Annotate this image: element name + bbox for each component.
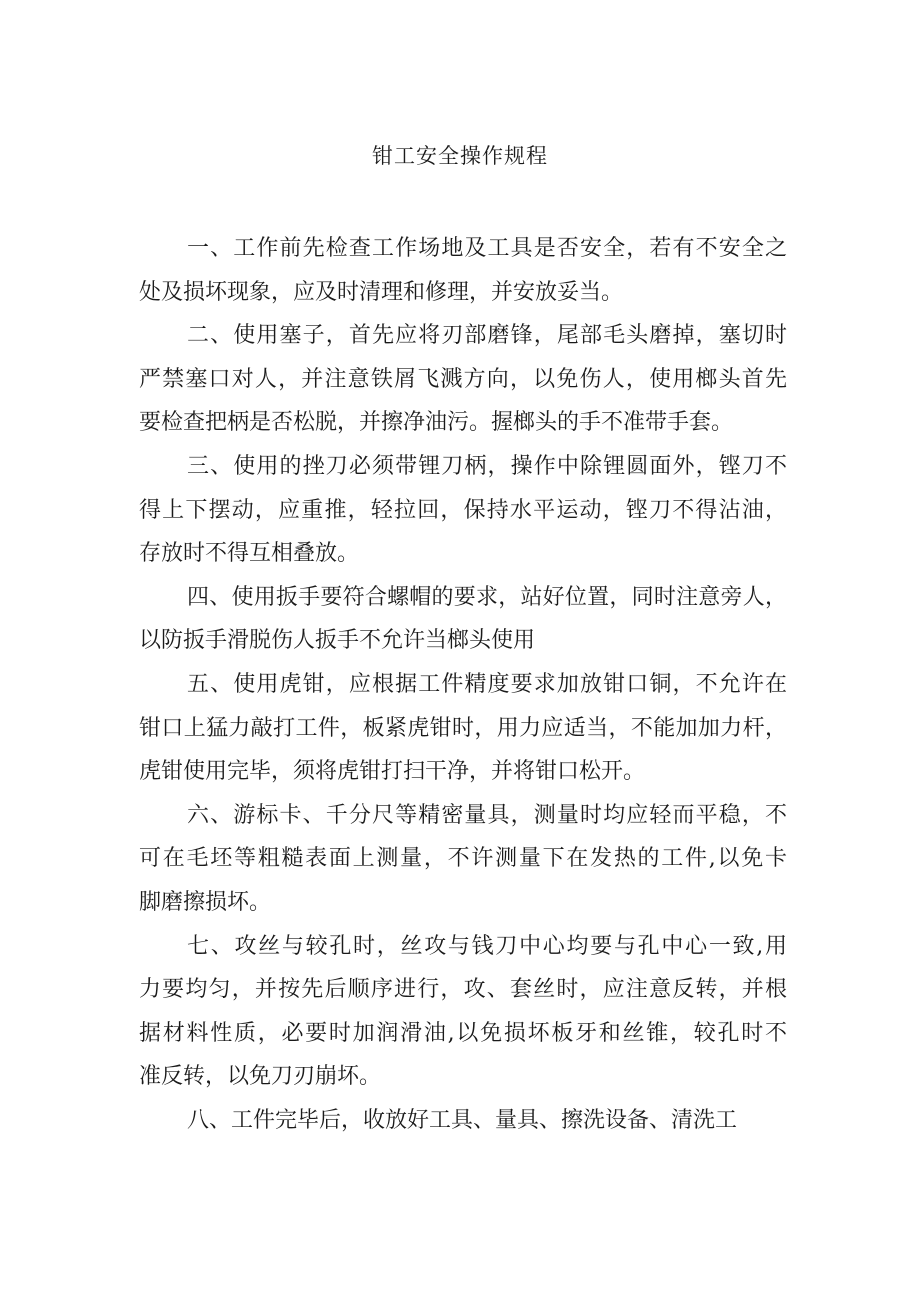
- paragraph-line: 力要均匀，并按先后顺序进行，攻、套丝时，应注意反转，并根: [139, 977, 787, 1003]
- paragraph-line: 得上下摆动，应重推，轻拉回，保持水平运动，铿刀不得沾油，: [139, 497, 787, 523]
- paragraph-5: [139, 663, 787, 794]
- paragraph-line: 二、使用塞子，首先应将刃部磨锋，尾部毛头磨掉，塞切时: [187, 323, 787, 349]
- paragraph-8: [139, 1099, 787, 1143]
- paragraph-line: 脚磨擦损坏。: [139, 889, 272, 915]
- paragraph-1: [139, 227, 787, 314]
- paragraph-7: [139, 925, 787, 1099]
- paragraph-line: 八、工件完毕后，收放好工具、量具、擦洗设备、清洗工: [187, 1107, 738, 1133]
- paragraph-line: 严禁塞口对人，并注意铁屑飞溅方向，以免伤人，使用榔头首先: [139, 366, 787, 392]
- paragraph-line: 一、工作前先检查工作场地及工具是否安全，若有不安全之: [187, 236, 787, 261]
- paragraph-line: 要检查把柄是否松脱，并擦净油污。握榔头的手不准带手套。: [139, 410, 734, 436]
- paragraph-line: 钳口上猛力敲打工件，板紧虎钳时，用力应适当，不能加加力杆，: [139, 715, 787, 741]
- paragraph-line: 据材料性质，必要时加润滑油,以免损坏板牙和丝锥，较孔时不: [139, 1020, 787, 1046]
- paragraph-line: 五、使用虎钳，应根据工件精度要求加放钳口铜，不允许在: [187, 671, 787, 697]
- paragraph-line: 存放时不得互相叠放。: [139, 541, 360, 567]
- page-title: 钳工安全操作规程: [372, 144, 548, 168]
- paragraph-line: 处及损坏现象，应及时清理和修理，并安放妥当。: [139, 279, 624, 305]
- paragraph-line: 准反转，以免刀刃崩坏。: [139, 1064, 382, 1090]
- paragraph-line: 虎钳使用完毕，须将虎钳打扫干净，并将钳口松开。: [139, 759, 646, 785]
- document-body: [139, 227, 787, 1142]
- paragraph-line: 以防扳手滑脱伤人扳手不允许当榔头使用: [139, 628, 536, 654]
- paragraph-6: [139, 794, 787, 925]
- paragraph-line: 三、使用的挫刀必须带锂刀柄，操作中除锂圆面外，铿刀不: [187, 453, 787, 479]
- paragraph-line: 六、游标卡、千分尺等精密量具，测量时均应轻而平稳，不: [187, 802, 787, 828]
- paragraph-3: [139, 445, 787, 576]
- paragraph-line: 四、使用扳手要符合螺帽的要求，站好位置，同时注意旁人，: [187, 584, 787, 610]
- paragraph-line: 可在毛坯等粗糙表面上测量，不许测量下在发热的工件,以免卡: [139, 846, 787, 872]
- paragraph-line: 七、攻丝与较孔时，丝攻与钱刀中心均要与孔中心一致,用: [187, 933, 787, 959]
- paragraph-4: [139, 576, 787, 663]
- paragraph-2: [139, 314, 787, 445]
